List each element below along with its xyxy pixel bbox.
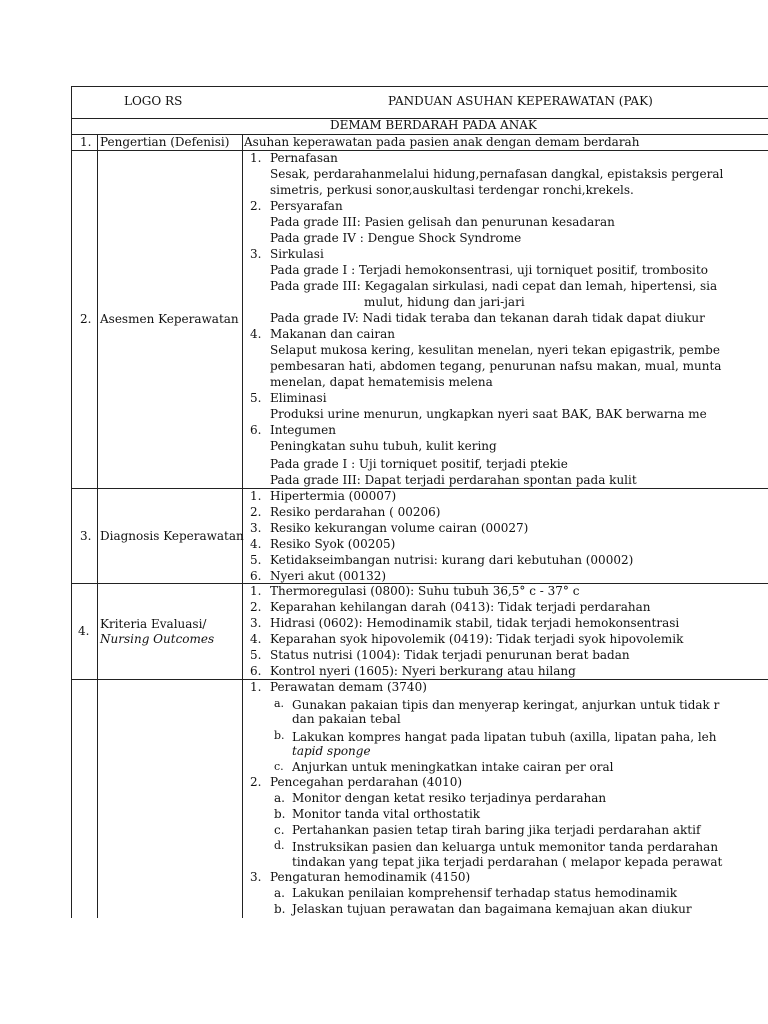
- list-number: 3.: [250, 247, 262, 261]
- list-item-line: pembesaran hati, abdomen tegang, penurunan nafsu makan, mual, munta: [270, 359, 722, 373]
- list-item-line: menelan, dapat hematemisis melena: [270, 375, 493, 389]
- list-number: 4.: [250, 327, 262, 341]
- list-item: Keparahan syok hipovolemik (0419): Tidak terjadi syok hipovolemik: [270, 632, 684, 646]
- list-item: Kontrol nyeri (1605): Nyeri berkurang atau hilang: [270, 664, 576, 678]
- list-item-title: Persyarafan: [270, 199, 343, 213]
- list-item-line: Produksi urine menurun, ungkapkan nyeri saat BAK, BAK berwarna me: [270, 407, 707, 421]
- list-item-line: Pada grade IV : Dengue Shock Syndrome: [270, 231, 522, 245]
- list-item: Ketidakseimbangan nutrisi: kurang dari kebutuhan (00002): [270, 553, 634, 567]
- row-number: 4.: [78, 624, 90, 638]
- sub-item-italic-line: tapid sponge: [292, 744, 371, 758]
- list-item-title: Integumen: [270, 423, 337, 437]
- list-item-title: Pernafasan: [270, 151, 338, 165]
- list-number: 6.: [250, 569, 262, 583]
- sub-item-line: Monitor dengan ketat resiko terjadinya perdarahan: [292, 791, 607, 805]
- list-item-line: mulut, hidung dan jari-jari: [364, 295, 525, 309]
- list-number: 2.: [250, 600, 262, 614]
- list-number: 3.: [250, 521, 262, 535]
- list-number: 1.: [250, 584, 262, 598]
- list-number: 3.: [250, 616, 262, 630]
- table-border-top: [71, 86, 768, 87]
- list-number: 2.: [250, 775, 262, 789]
- list-item-title: Eliminasi: [270, 391, 327, 405]
- sub-letter: c.: [274, 823, 285, 837]
- sub-letter: a.: [274, 886, 285, 900]
- list-number: 1.: [250, 151, 262, 165]
- row-label: Diagnosis Keperawatan: [100, 529, 244, 543]
- row-content: Asuhan keperawatan pada pasien anak dengan demam berdarah: [244, 135, 640, 149]
- list-item-line: Pada grade III: Pasien gelisah dan penurunan kesadaran: [270, 215, 615, 229]
- list-number: 1.: [250, 680, 262, 694]
- sub-item-line: Lakukan kompres hangat pada lipatan tubuh (axilla, lipatan paha, leh: [292, 730, 717, 744]
- list-item-line: Selaput mukosa kering, kesulitan menelan, nyeri tekan epigastrik, pembe: [270, 343, 720, 357]
- sub-item-line: Jelaskan tujuan perawatan dan bagaimana kemajuan akan diukur: [292, 902, 692, 916]
- list-item-line: Pada grade III: Kegagalan sirkulasi, nadi cepat dan lemah, hipertensi, sia: [270, 279, 718, 293]
- list-item-title: Sirkulasi: [270, 247, 324, 261]
- sub-item-line: Anjurkan untuk meningkatkan intake cairan per oral: [292, 760, 614, 774]
- document-subtitle: DEMAM BERDARAH PADA ANAK: [330, 118, 537, 132]
- list-item: Keparahan kehilangan darah (0413): Tidak terjadi perdarahan: [270, 600, 651, 614]
- list-item: Nyeri akut (00132): [270, 569, 387, 583]
- list-item-title: Pencegahan perdarahan (4010): [270, 775, 463, 789]
- sub-letter: d.: [274, 839, 285, 852]
- list-number: 2.: [250, 199, 262, 213]
- sub-item-line: Lakukan penilaian komprehensif terhadap status hemodinamik: [292, 886, 678, 900]
- sub-item-line: tindakan yang tepat jika terjadi perdarahan ( melapor kepada perawat: [292, 855, 723, 869]
- list-item-line: Peningkatan suhu tubuh, kulit kering: [270, 439, 497, 453]
- list-item-title: Makanan dan cairan: [270, 327, 396, 341]
- list-number: 6.: [250, 423, 262, 437]
- col-no-divider: [97, 134, 98, 918]
- list-number: 1.: [250, 489, 262, 503]
- sub-letter: b.: [274, 729, 285, 742]
- list-number: 4.: [250, 632, 262, 646]
- row-number: 3.: [80, 529, 92, 543]
- table-border-left: [71, 86, 72, 918]
- list-number: 4.: [250, 537, 262, 551]
- logo-placeholder: LOGO RS: [124, 94, 183, 108]
- list-item: Status nutrisi (1004): Tidak terjadi penurunan berat badan: [270, 648, 630, 662]
- list-item: Thermoregulasi (0800): Suhu tubuh 36,5° c - 37° c: [270, 584, 580, 598]
- sub-letter: a.: [274, 791, 285, 805]
- row-label: Asesmen Keperawatan: [100, 312, 239, 326]
- list-item-title: Perawatan demam (3740): [270, 680, 427, 694]
- sub-letter: a.: [274, 697, 285, 710]
- col-label-divider: [242, 134, 243, 918]
- row-label: Kriteria Evaluasi/: [100, 617, 207, 631]
- sub-item-line: dan pakaian tebal: [292, 712, 401, 726]
- list-number: 5.: [250, 553, 262, 567]
- row-number: 1.: [80, 135, 92, 149]
- document-title: PANDUAN ASUHAN KEPERAWATAN (PAK): [388, 94, 653, 108]
- sub-letter: b.: [274, 807, 286, 821]
- list-number: 5.: [250, 648, 262, 662]
- list-item: Resiko perdarahan ( 00206): [270, 505, 441, 519]
- list-number: 5.: [250, 391, 262, 405]
- row-number: 2.: [80, 312, 92, 326]
- list-number: 6.: [250, 664, 262, 678]
- list-item: Hidrasi (0602): Hemodinamik stabil, tidak terjadi hemokonsentrasi: [270, 616, 680, 630]
- list-item: Resiko Syok (00205): [270, 537, 396, 551]
- sub-letter: c.: [274, 760, 284, 773]
- list-item-line: Pada grade I : Uji torniquet positif, terjadi ptekie: [270, 457, 568, 471]
- list-item: Hipertermia (00007): [270, 489, 397, 503]
- row1-divider: [71, 150, 768, 151]
- list-item-title: Pengaturan hemodinamik (4150): [270, 870, 471, 884]
- sub-item-line: Monitor tanda vital orthostatik: [292, 807, 481, 821]
- row-label: Pengertian (Defenisi): [100, 135, 230, 149]
- list-item-line: Pada grade IV: Nadi tidak teraba dan tekanan darah tidak dapat diukur: [270, 311, 705, 325]
- row2-divider: [71, 488, 768, 489]
- list-item-line: Pada grade I : Terjadi hemokonsentrasi, uji torniquet positif, trombosito: [270, 263, 708, 277]
- sub-item-line: Pertahankan pasien tetap tirah baring jika terjadi perdarahan aktif: [292, 823, 701, 837]
- list-item-line: Sesak, perdarahanmelalui hidung,pernafasan dangkal, epistaksis pergeral: [270, 167, 724, 181]
- list-number: 2.: [250, 505, 262, 519]
- row-label-italic: Nursing Outcomes: [100, 632, 215, 646]
- sub-letter: b.: [274, 902, 286, 916]
- list-item: Resiko kekurangan volume cairan (00027): [270, 521, 529, 535]
- list-item-line: Pada grade III: Dapat terjadi perdarahan spontan pada kulit: [270, 473, 637, 487]
- list-item-line: simetris, perkusi sonor,auskultasi terdengar ronchi,krekels.: [270, 183, 634, 197]
- list-number: 3.: [250, 870, 262, 884]
- sub-item-line: Instruksikan pasien dan keluarga untuk memonitor tanda perdarahan: [292, 840, 719, 854]
- sub-item-line: Gunakan pakaian tipis dan menyerap keringat, anjurkan untuk tidak r: [292, 698, 720, 712]
